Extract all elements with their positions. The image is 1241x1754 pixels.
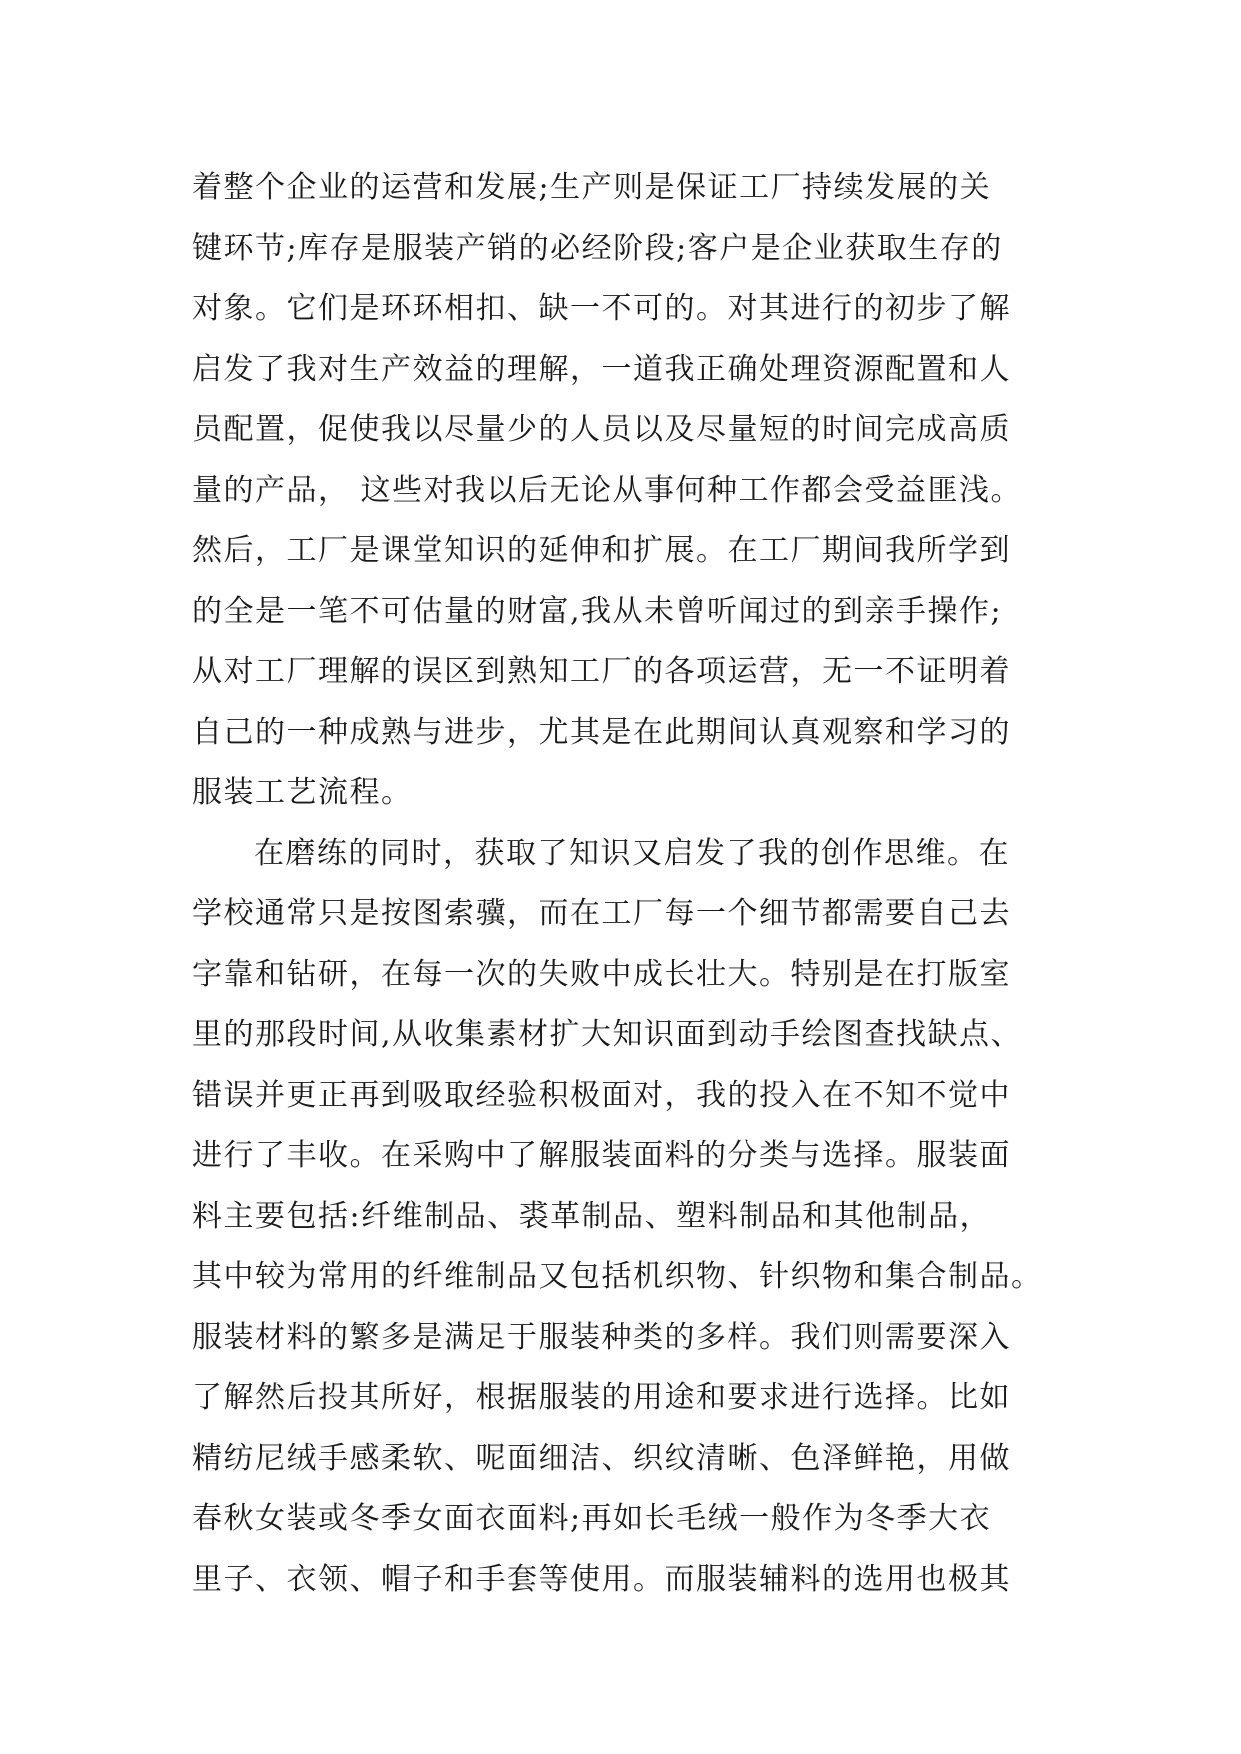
text-line: 从对工厂理解的误区到熟知工厂的各项运营，无一不证明着 xyxy=(192,654,1011,689)
paragraph-first-line: 在磨练的同时，获取了知识又启发了我的创作思维。在 xyxy=(254,835,1010,871)
text-line: 了解然后投其所好，根据服装的用途和要求进行选择。比如 xyxy=(192,1380,1011,1415)
text-line: 员配置，促使我以尽量少的人员以及尽量短的时间完成高质 xyxy=(192,412,1011,447)
text-line: 精纺尼绒手感柔软、呢面细洁、织纹清晰、色泽鲜艳，用做 xyxy=(192,1440,1011,1476)
text-line: 春秋女装或冬季女面衣面料;再如长毛绒一般作为冬季大衣 xyxy=(192,1501,992,1536)
text-line: 键环节;库存是服装产销的必经阶段;客户是企业获取生存的 xyxy=(192,230,1003,266)
text-line: 量的产品， 这些对我以后无论从事何种工作都会受益匪浅。 xyxy=(192,472,1023,508)
text-line: 料主要包括:纤维制品、裘革制品、塑料制品和其他制品， xyxy=(192,1198,992,1234)
text-line: 学校通常只是按图索骥，而在工厂每一个细节都需要自己去 xyxy=(192,896,1011,931)
text-line: 字靠和钻研，在每一次的失败中成长壮大。特别是在打版室 xyxy=(192,956,1011,992)
text-line: 进行了丰收。在采购中了解服装面料的分类与选择。服装面 xyxy=(192,1138,1011,1173)
text-line: 着整个企业的运营和发展;生产则是保证工厂持续发展的关 xyxy=(192,170,992,205)
text-line: 里的那段时间,从收集素材扩大知识面到动手绘图查找缺点、 xyxy=(192,1017,1023,1052)
text-line: 启发了我对生产效益的理解，一道我正确处理资源配置和人 xyxy=(192,351,1011,387)
text-line: 服装工艺流程。 xyxy=(192,775,413,810)
text-line: 自己的一种成熟与进步，尤其是在此期间认真观察和学习的 xyxy=(192,714,1011,750)
body-text xyxy=(192,158,1062,1610)
text-line: 里子、衣领、帽子和手套等使用。而服装辅料的选用也极其 xyxy=(192,1561,1011,1597)
text-line: 服装材料的繁多是满足于服装种类的多样。我们则需要深入 xyxy=(192,1319,1011,1355)
text-line: 然后，工厂是课堂知识的延伸和扩展。在工厂期间我所学到 xyxy=(192,533,1011,568)
text-line: 其中较为常用的纤维制品又包括机织物、针织物和集合制品。 xyxy=(192,1259,1043,1294)
text-line: 对象。它们是环环相扣、缺一不可的。对其进行的初步了解 xyxy=(192,291,1011,326)
text-line: 错误并更正再到吸取经验积极面对，我的投入在不知不觉中 xyxy=(192,1077,1011,1113)
text-line: 的全是一笔不可估量的财富,我从未曾听闻过的到亲手操作; xyxy=(192,593,1003,629)
